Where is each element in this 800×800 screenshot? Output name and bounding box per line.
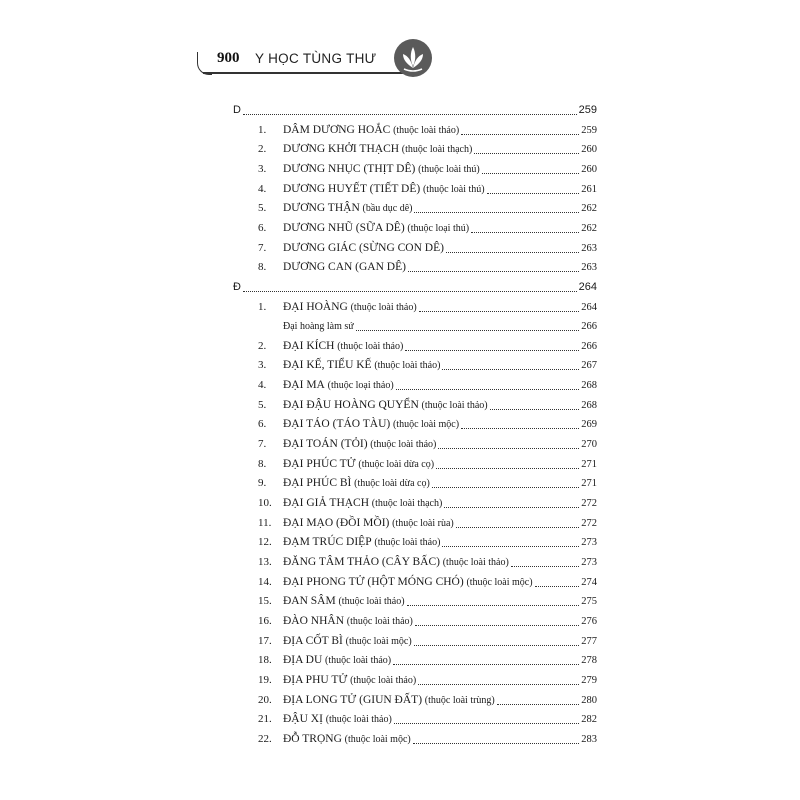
leader-dots (413, 729, 580, 744)
entry-name: ĐỊA LONG TỬ (GIUN ĐẤT) (283, 693, 423, 706)
entry-number: 21. (258, 713, 272, 726)
toc-entry-row (258, 455, 597, 473)
entry-title (283, 514, 454, 533)
leader-dots (474, 139, 579, 154)
entry-title (283, 691, 495, 710)
entry-title (283, 258, 406, 277)
entry-category: (thuộc loài mộc) (344, 733, 411, 745)
entry-title (283, 317, 354, 336)
leader-dots (471, 218, 579, 233)
toc-entry-row (258, 317, 597, 335)
entry-number: 6. (258, 418, 267, 431)
toc-entry-row (258, 553, 597, 571)
toc-entry-row (258, 376, 597, 394)
toc-entry-row (258, 415, 597, 433)
toc-entry-row (258, 494, 597, 512)
entry-title (283, 121, 459, 140)
entry-page: 276 (581, 615, 597, 627)
entry-title (283, 651, 391, 670)
toc-entry-row (258, 356, 597, 374)
entry-title (283, 632, 412, 651)
entry-name: ĐỊA PHU TỬ (283, 673, 348, 686)
leader-dots (511, 552, 579, 567)
toc-entry-row (258, 671, 597, 689)
entry-name: ĐẠI PHÚC BÌ (283, 477, 352, 490)
entry-page: 268 (581, 380, 597, 392)
entry-category: (thuộc loài thảo) (374, 360, 441, 372)
entry-category: (thuộc loài dừa cọ) (354, 478, 430, 490)
entry-category: (thuộc loài thú) (418, 163, 480, 175)
section-page: 259 (578, 104, 597, 116)
entry-number: 6. (258, 221, 267, 234)
toc-entry-row (258, 298, 597, 316)
entry-title (283, 298, 417, 317)
entry-category: (thuộc loài thảo) (338, 596, 405, 608)
entry-name: ĐẠI PHONG TỬ (HỘT MÓNG CHÓ) (283, 575, 464, 588)
toc-entry-row (258, 533, 597, 551)
entry-title (283, 730, 411, 749)
entry-name: ĐỖ TRỌNG (283, 732, 342, 745)
leader-dots (408, 257, 579, 272)
entry-name: ĐẠI HOÀNG (283, 300, 348, 313)
entry-name: ĐẠI TOÁN (TỎI) (283, 438, 368, 451)
entry-category: (thuộc loài thảo) (442, 556, 509, 568)
entry-number: 4. (258, 182, 267, 195)
entry-number: 4. (258, 379, 267, 392)
entry-page: 263 (581, 242, 597, 254)
entry-number: 9. (258, 477, 267, 490)
entry-category: (thuộc loài thảo) (421, 399, 488, 411)
entry-number: 20. (258, 693, 272, 706)
entry-category: (thuộc loài thảo) (374, 537, 441, 549)
entry-number: 1. (258, 123, 267, 136)
entry-category: (thuộc loài mộc) (392, 419, 460, 431)
entry-page: 283 (581, 733, 597, 745)
leader-dots (356, 316, 580, 331)
leader-dots (407, 591, 580, 606)
leader-dots (405, 336, 579, 351)
entry-number: 22. (258, 732, 272, 745)
entry-page: 266 (581, 340, 597, 352)
entry-name: ĐẠM TRÚC DIỆP (283, 536, 372, 549)
toc-entry-row (258, 258, 597, 276)
entry-name: DƯƠNG CAN (GAN DÊ) (283, 261, 406, 274)
entry-page: 260 (581, 144, 597, 156)
entry-title (283, 239, 444, 258)
entry-name: DƯƠNG HUYẾT (TIẾT DÊ) (283, 182, 421, 195)
entry-page: 259 (581, 124, 597, 136)
entry-number: 17. (258, 634, 272, 647)
entry-name: ĐỊA CỐT BÌ (283, 634, 343, 647)
entry-category: (thuộc loài thảo) (346, 615, 413, 627)
entry-name: ĐẠI KẾ, TIỂU KẾ (283, 359, 372, 372)
entry-category: (thuộc loài thảo) (337, 340, 404, 352)
entry-category: (thuộc loài dừa cọ) (358, 458, 435, 470)
entry-category: (thuộc loại thú) (407, 222, 470, 234)
leader-dots (482, 159, 580, 174)
entry-title (283, 671, 416, 690)
leader-dots (243, 100, 577, 115)
leader-dots (393, 650, 579, 665)
entry-number: 15. (258, 595, 272, 608)
entry-title (283, 612, 413, 631)
entry-page: 273 (581, 556, 597, 568)
entry-name: DƯƠNG NHŨ (SỮA DÊ) (283, 221, 405, 234)
section-letter: Đ (233, 280, 241, 293)
toc-entry-row (258, 239, 597, 257)
entry-title (283, 415, 459, 434)
entry-name: ĐẠI PHÚC TỬ (283, 457, 356, 470)
entry-page: 271 (581, 478, 597, 490)
leader-dots (490, 395, 580, 410)
entry-title (283, 199, 412, 218)
toc-entry-row (258, 651, 597, 669)
entry-number: 11. (258, 516, 272, 529)
entry-page: 263 (581, 262, 597, 274)
entry-title (283, 376, 394, 395)
entry-number: 8. (258, 457, 267, 470)
toc-entry-row (258, 573, 597, 591)
toc-entry-row (258, 140, 597, 158)
toc-entry-row (258, 632, 597, 650)
toc-entry-row (258, 396, 597, 414)
leader-dots (396, 375, 580, 390)
entry-number: 3. (258, 359, 267, 372)
entry-page: 262 (581, 203, 597, 215)
entry-page: 275 (581, 596, 597, 608)
leader-dots (414, 198, 579, 213)
entry-category: (thuộc loại thảo) (327, 380, 394, 392)
entry-page: 271 (581, 458, 597, 470)
entry-page: 264 (581, 301, 597, 313)
entry-page: 268 (581, 399, 597, 411)
entry-name: DƯƠNG NHỤC (THỊT DÊ) (283, 162, 416, 175)
entry-name: ĐẠI GIẢ THẠCH (283, 497, 370, 509)
entry-page: 266 (581, 321, 597, 333)
leader-dots (243, 277, 577, 292)
leader-dots (436, 454, 579, 469)
entry-category: Đại hoàng làm sứ (283, 321, 354, 333)
entry-category: (thuộc loài thảo) (350, 301, 417, 313)
entry-page: 272 (581, 517, 597, 529)
entry-number: 12. (258, 536, 272, 549)
entry-name: ĐÀO NHÂN (283, 614, 345, 627)
entry-category: (thuộc loài rùa) (392, 517, 454, 529)
section-page: 264 (578, 280, 597, 293)
entry-category: (thuộc loài thạch) (371, 498, 443, 509)
toc-entry-row (258, 514, 597, 532)
entry-number: 5. (258, 202, 267, 215)
entry-page: 280 (581, 694, 597, 706)
entry-number: 5. (258, 398, 267, 411)
entry-category: (thuộc loài thảo) (325, 655, 392, 667)
entry-page: 267 (581, 360, 597, 372)
entry-category: (thuộc loài thảo) (325, 714, 392, 726)
toc-entry-row (258, 730, 597, 748)
entry-name: ĐAN SÂM (283, 595, 336, 608)
leader-dots (438, 434, 579, 449)
toc-section-row (233, 101, 597, 119)
entry-title (283, 455, 434, 474)
entry-name: DƯƠNG GIÁC (SỪNG CON DÊ) (283, 241, 444, 254)
entry-title (283, 356, 440, 375)
entry-title (283, 180, 485, 199)
entry-page: 261 (581, 183, 597, 195)
leader-dots (444, 493, 579, 508)
entry-title (283, 533, 440, 552)
entry-page: 270 (581, 439, 597, 451)
entry-category: (thuộc loài mộc) (466, 576, 533, 588)
entry-category: (thuộc loài thảo) (350, 674, 417, 686)
entry-title (283, 573, 533, 592)
entry-page: 277 (581, 635, 597, 647)
entry-title (283, 474, 430, 493)
toc-entry-row (258, 710, 597, 728)
entry-page: 262 (581, 222, 597, 234)
entry-title (283, 337, 403, 356)
leader-dots (442, 532, 579, 547)
toc-section-row (233, 278, 597, 296)
entry-number: 3. (258, 162, 267, 175)
entry-title (283, 494, 442, 513)
entry-category: (thuộc loài thạch) (401, 144, 473, 156)
entry-name: ĐĂNG TÂM THẢO (CÂY BẤC) (283, 555, 440, 568)
leader-dots (394, 709, 579, 724)
entry-title (283, 396, 488, 415)
entry-number: 10. (258, 497, 272, 509)
book-title: Y HỌC TÙNG THƯ (255, 51, 377, 66)
toc-entry-row (258, 612, 597, 630)
entry-name: ĐẠI MA (283, 379, 325, 392)
toc-entry-row (258, 337, 597, 355)
entry-number: 2. (258, 143, 267, 156)
leader-dots (442, 355, 579, 370)
entry-number: 19. (258, 673, 272, 686)
page-number: 900 (217, 50, 240, 66)
toc-entry-row (258, 435, 597, 453)
toc-entry-row (258, 691, 597, 709)
entry-number: 13. (258, 555, 272, 568)
entry-page: 282 (581, 714, 597, 726)
entry-name: DƯƠNG THẬN (283, 202, 360, 215)
leader-dots (461, 414, 579, 429)
toc-entry-row (258, 592, 597, 610)
entry-number: 18. (258, 654, 272, 667)
entry-category: (thuộc loài thú) (422, 183, 485, 195)
entry-page: 273 (581, 537, 597, 549)
entry-number: 8. (258, 261, 267, 274)
entry-name: ĐẠI KÍCH (283, 339, 335, 352)
toc-entry-row (258, 121, 597, 139)
entry-number: 16. (258, 614, 272, 627)
entry-title (283, 160, 480, 179)
toc-entry-row (258, 160, 597, 178)
leader-dots (414, 631, 580, 646)
entry-name: ĐẬU XỊ (283, 713, 323, 726)
entry-title (283, 219, 469, 238)
toc-entry-row (258, 219, 597, 237)
entry-page: 269 (581, 419, 597, 431)
entry-number: 1. (258, 300, 267, 313)
leader-dots (535, 572, 580, 587)
leader-dots (415, 611, 579, 626)
leader-dots (446, 238, 579, 253)
entry-page: 279 (581, 674, 597, 686)
entry-number: 2. (258, 339, 267, 352)
entry-page: 272 (581, 498, 597, 509)
entry-page: 260 (581, 163, 597, 175)
leader-dots (419, 297, 580, 312)
entry-title (283, 592, 405, 611)
entry-name: ĐẠI MẠO (ĐỒI MỒI) (283, 516, 390, 529)
entry-page: 278 (581, 655, 597, 667)
entry-category: (thuộc loài mộc) (345, 635, 412, 647)
entry-title (283, 553, 509, 572)
entry-number: 14. (258, 575, 272, 588)
leader-dots (461, 120, 579, 135)
entry-name: ĐẠI ĐẬU HOÀNG QUYỂN (283, 398, 419, 411)
entry-name: DÂM DƯƠNG HOẮC (283, 123, 391, 136)
entry-number: 7. (258, 241, 267, 254)
section-letter: D (233, 104, 241, 116)
entry-title (283, 140, 472, 159)
entry-number: 7. (258, 438, 267, 451)
entry-name: DƯƠNG KHỞI THẠCH (283, 143, 400, 156)
entry-category: (thuộc loài trùng) (424, 694, 495, 706)
entry-page: 274 (581, 576, 597, 588)
entry-category: (thuộc loài thảo) (370, 439, 437, 451)
leader-dots (432, 473, 579, 488)
leader-dots (418, 670, 579, 685)
toc-entry-row (258, 474, 597, 492)
entry-category: (bầu dục dê) (362, 203, 413, 215)
leader-dots (456, 513, 580, 528)
toc-entry-row (258, 180, 597, 198)
entry-name: ĐỊA DU (283, 654, 323, 667)
leader-dots (497, 690, 579, 705)
toc-entry-row (258, 199, 597, 217)
entry-title (283, 710, 392, 729)
entry-name: ĐẠI TÁO (TÁO TÀU) (283, 418, 391, 431)
entry-category: (thuộc loài thảo) (393, 124, 460, 136)
leader-dots (487, 179, 580, 194)
entry-title (283, 435, 436, 454)
